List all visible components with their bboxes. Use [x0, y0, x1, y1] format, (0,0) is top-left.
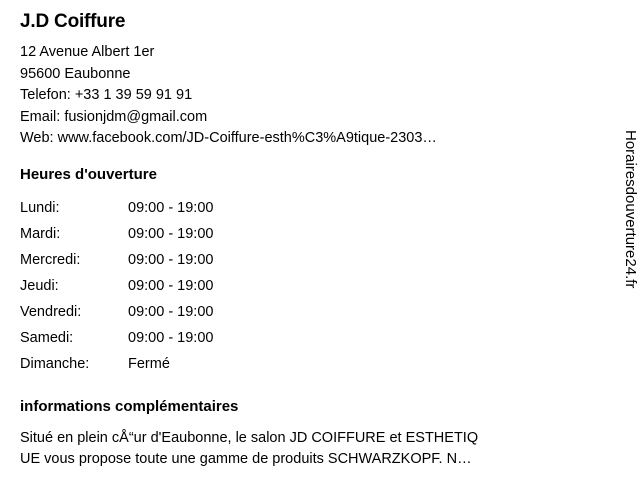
hours-time-value: 09:00 - 19:00 [128, 251, 214, 268]
site-watermark: Horairesdouverture24.fr [622, 130, 639, 289]
hours-day-label: Mardi: [20, 225, 61, 242]
additional-info-heading: informations complémentaires [20, 397, 239, 415]
hours-time-value: Fermé [128, 355, 170, 372]
additional-info-text [20, 428, 620, 470]
hours-day-label: Samedi: [20, 329, 74, 346]
hours-time-value: 09:00 - 19:00 [128, 225, 214, 242]
address-line-phone: Telefon: +33 1 39 59 91 91 [20, 87, 193, 103]
hours-time-value: 09:00 - 19:00 [128, 277, 214, 294]
opening-hours-heading: Heures d'ouverture [20, 165, 157, 183]
hours-day-label: Mercredi: [20, 251, 81, 268]
hours-time-value: 09:00 - 19:00 [128, 329, 214, 346]
business-info-panel [20, 10, 610, 470]
address-line-email[interactable]: Email: fusionjdm@gmail.com [20, 108, 208, 125]
address-block [20, 42, 610, 150]
hours-day-label: Vendredi: [20, 303, 82, 320]
opening-hours-table [20, 198, 213, 380]
page-title: J.D Coiffure [20, 11, 126, 32]
table-row [20, 276, 213, 302]
table-row [20, 250, 213, 276]
hours-day-label: Jeudi: [20, 277, 59, 294]
table-row [20, 224, 213, 250]
hours-day-label: Dimanche: [20, 355, 90, 372]
hours-time-value: 09:00 - 19:00 [128, 199, 214, 216]
table-row [20, 198, 213, 224]
additional-info-line-1: Situé en plein cÅ“ur d'Eaubonne, le salon JD COIFFURE et ESTHETIQ [20, 429, 479, 446]
hours-time-value: 09:00 - 19:00 [128, 303, 214, 320]
additional-info-line-2: UE vous propose toute une gamme de produits SCHWARZKOPF. N… [20, 450, 472, 467]
hours-day-label: Lundi: [20, 199, 60, 216]
table-row [20, 302, 213, 328]
table-row [20, 328, 213, 354]
address-line-web[interactable]: Web: www.facebook.com/JD-Coiffure-esth%C3%A9tique-2303… [20, 130, 437, 146]
address-line-city: 95600 Eaubonne [20, 65, 131, 82]
address-line-street: 12 Avenue Albert 1er [20, 44, 155, 60]
table-row [20, 354, 213, 380]
